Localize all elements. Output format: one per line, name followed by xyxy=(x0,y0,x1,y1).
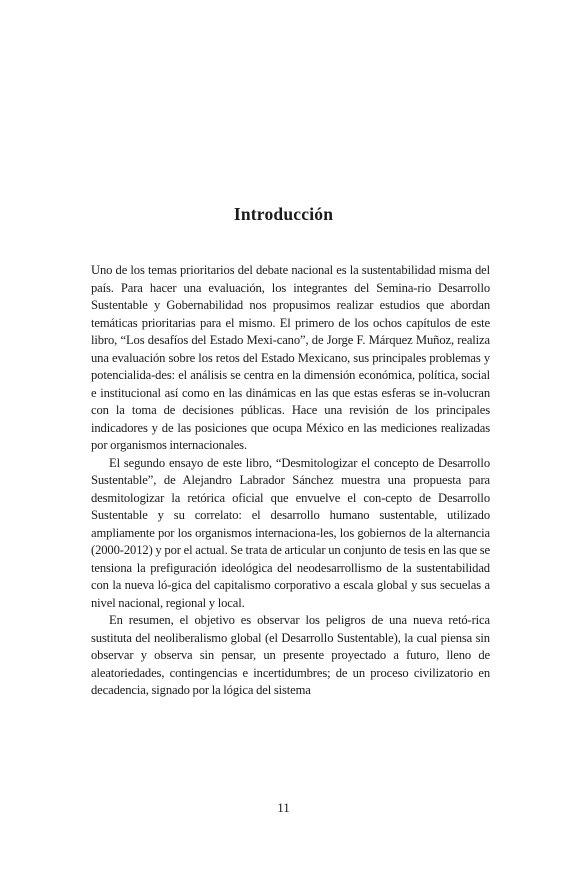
paragraph-2: El segundo ensayo de este libro, “Desmitologizar el concepto de Desarrollo Sustentable”, de Alejandro Labrador Sánchez muestra una propuesta para desmitologizar la retórica oficial que envuelve el con-cepto de Desarrollo Sustentable y su correlato: el desarrollo humano sustentable, utilizado ampliamente por los organismos internaciona-les, los gobiernos de la alternancia (2000-2012) y por el actual. Se trata de articular un conjunto de tesis en las que se tensiona la prefiguración ideológica del neodesarrollismo de la sustentabilidad con la nueva ló-gica del capitalismo corporativo a escala global y sus secuelas a nivel nacional, regional y local. xyxy=(91,455,490,610)
paragraph-3: En resumen, el objetivo es observar los peligros de una nueva retó-rica sustituta del neoliberalismo global (el Desarrollo Sustentable), la cual piensa sin observar y observa sin pensar, un presente proyectado a futuro, lleno de aleatoriedades, contingencias e incertidumbres; de un proceso civilizatorio en decadencia, signado por la lógica del sistema xyxy=(91,613,490,697)
chapter-title: Introducción xyxy=(233,204,334,224)
page-number: 11 xyxy=(277,800,290,815)
body-text xyxy=(91,262,490,700)
paragraph-1: Uno de los temas prioritarios del debate nacional es la sustentabilidad misma del país. Para hacer una evaluación, los integrantes del Semina-rio Desarrollo Sustentable y Gobernabilidad nos propusimos realizar estudios que abordan temáticas prioritarias para el mismo. El primero de los ochos capítulos de este libro, “Los desafíos del Estado Mexi-cano”, de Jorge F. Márquez Muñoz, realiza una evaluación sobre los retos del Estado Mexicano, sus principales problemas y potencialida-des: el análisis se centra en la dimensión económica, política, social e institucional así como en las dinámicas en las que estas esferas se in-volucran con la toma de decisiones públicas. Hace una revisión de los principales indicadores y de las posiciones que ocupa México en las mediciones realizadas por organismos internacionales. xyxy=(91,263,490,452)
